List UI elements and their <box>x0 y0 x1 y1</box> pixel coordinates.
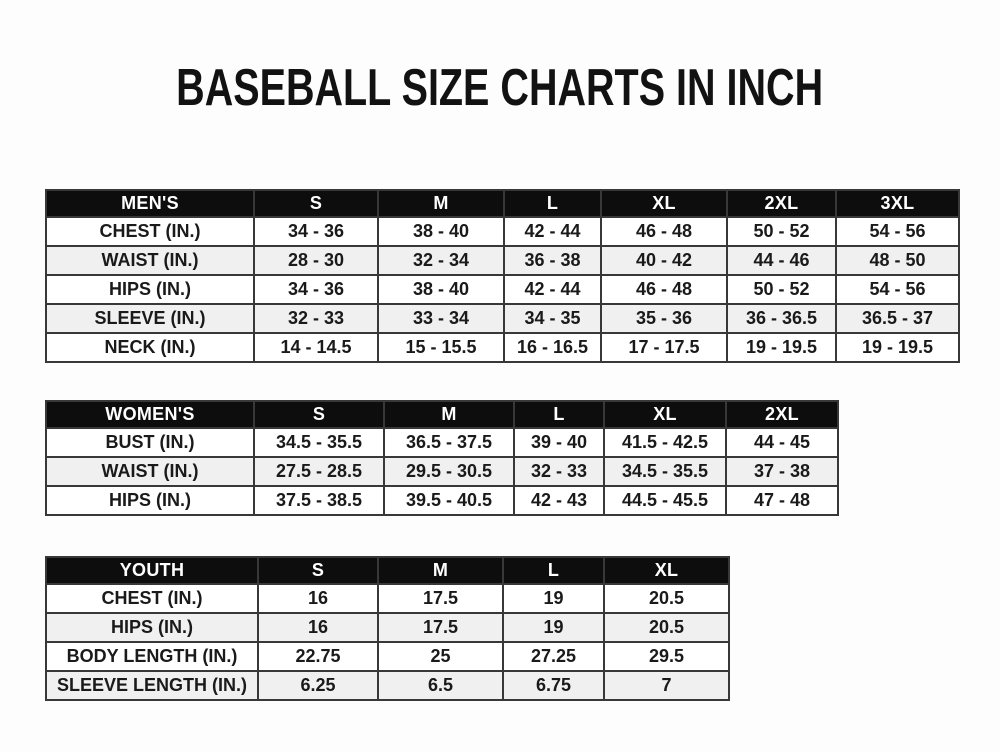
youth-header-row <box>46 557 729 584</box>
size-value: 19 - 19.5 <box>836 333 959 362</box>
column-header-m: M <box>384 401 514 428</box>
size-value: 32 - 34 <box>378 246 504 275</box>
size-value: 36 - 38 <box>504 246 601 275</box>
size-value: 27.25 <box>503 642 604 671</box>
size-value: 36.5 - 37 <box>836 304 959 333</box>
column-header-m: M <box>378 190 504 217</box>
table-row <box>46 275 959 304</box>
column-header-2xl: 2XL <box>727 190 836 217</box>
row-label: CHEST (IN.) <box>46 217 254 246</box>
table-row <box>46 457 838 486</box>
table-row <box>46 333 959 362</box>
size-value: 27.5 - 28.5 <box>254 457 384 486</box>
size-value: 29.5 - 30.5 <box>384 457 514 486</box>
size-value: 16 - 16.5 <box>504 333 601 362</box>
size-value: 39.5 - 40.5 <box>384 486 514 515</box>
table-row <box>46 486 838 515</box>
youth-size-table <box>45 556 730 701</box>
size-value: 36 - 36.5 <box>727 304 836 333</box>
womens-size-table <box>45 400 839 516</box>
column-header-l: L <box>503 557 604 584</box>
size-value: 6.25 <box>258 671 378 700</box>
row-label: SLEEVE (IN.) <box>46 304 254 333</box>
size-value: 17 - 17.5 <box>601 333 727 362</box>
row-label: BODY LENGTH (IN.) <box>46 642 258 671</box>
size-value: 7 <box>604 671 729 700</box>
men-table <box>45 189 960 363</box>
size-value: 14 - 14.5 <box>254 333 378 362</box>
size-value: 42 - 43 <box>514 486 604 515</box>
row-label: WAIST (IN.) <box>46 457 254 486</box>
size-value: 46 - 48 <box>601 217 727 246</box>
size-value: 42 - 44 <box>504 275 601 304</box>
row-label: SLEEVE LENGTH (IN.) <box>46 671 258 700</box>
size-value: 35 - 36 <box>601 304 727 333</box>
column-header-l: L <box>504 190 601 217</box>
row-label: HIPS (IN.) <box>46 275 254 304</box>
mens-size-table <box>45 189 960 363</box>
row-label: NECK (IN.) <box>46 333 254 362</box>
column-header-xl: XL <box>604 401 726 428</box>
size-value: 16 <box>258 613 378 642</box>
size-value: 38 - 40 <box>378 217 504 246</box>
size-value: 15 - 15.5 <box>378 333 504 362</box>
size-value: 37 - 38 <box>726 457 838 486</box>
size-value: 54 - 56 <box>836 275 959 304</box>
row-label: WAIST (IN.) <box>46 246 254 275</box>
size-value: 50 - 52 <box>727 275 836 304</box>
size-value: 6.5 <box>378 671 503 700</box>
women-category-header: WOMEN'S <box>46 401 254 428</box>
size-value: 36.5 - 37.5 <box>384 428 514 457</box>
column-header-3xl: 3XL <box>836 190 959 217</box>
size-value: 34 - 36 <box>254 217 378 246</box>
size-value: 16 <box>258 584 378 613</box>
size-value: 20.5 <box>604 613 729 642</box>
size-value: 29.5 <box>604 642 729 671</box>
size-value: 34.5 - 35.5 <box>604 457 726 486</box>
size-value: 38 - 40 <box>378 275 504 304</box>
women-table <box>45 400 839 516</box>
size-value: 17.5 <box>378 584 503 613</box>
table-row <box>46 671 729 700</box>
size-value: 42 - 44 <box>504 217 601 246</box>
size-value: 44 - 46 <box>727 246 836 275</box>
size-value: 48 - 50 <box>836 246 959 275</box>
size-value: 46 - 48 <box>601 275 727 304</box>
table-row <box>46 304 959 333</box>
youth-table <box>45 556 730 701</box>
size-value: 33 - 34 <box>378 304 504 333</box>
table-row <box>46 642 729 671</box>
row-label: BUST (IN.) <box>46 428 254 457</box>
men-category-header: MEN'S <box>46 190 254 217</box>
row-label: HIPS (IN.) <box>46 613 258 642</box>
men-header-row <box>46 190 959 217</box>
table-row <box>46 217 959 246</box>
size-value: 41.5 - 42.5 <box>604 428 726 457</box>
size-value: 28 - 30 <box>254 246 378 275</box>
size-value: 6.75 <box>503 671 604 700</box>
size-value: 25 <box>378 642 503 671</box>
women-header-row <box>46 401 838 428</box>
column-header-s: S <box>254 401 384 428</box>
size-value: 32 - 33 <box>254 304 378 333</box>
table-row <box>46 246 959 275</box>
size-value: 19 <box>503 584 604 613</box>
size-value: 44.5 - 45.5 <box>604 486 726 515</box>
size-value: 34.5 - 35.5 <box>254 428 384 457</box>
size-value: 22.75 <box>258 642 378 671</box>
column-header-xl: XL <box>601 190 727 217</box>
size-value: 19 - 19.5 <box>727 333 836 362</box>
row-label: HIPS (IN.) <box>46 486 254 515</box>
column-header-s: S <box>258 557 378 584</box>
youth-category-header: YOUTH <box>46 557 258 584</box>
size-value: 20.5 <box>604 584 729 613</box>
size-value: 39 - 40 <box>514 428 604 457</box>
size-value: 47 - 48 <box>726 486 838 515</box>
size-value: 54 - 56 <box>836 217 959 246</box>
size-value: 40 - 42 <box>601 246 727 275</box>
size-value: 34 - 36 <box>254 275 378 304</box>
table-row <box>46 584 729 613</box>
column-header-xl: XL <box>604 557 729 584</box>
size-value: 44 - 45 <box>726 428 838 457</box>
size-value: 50 - 52 <box>727 217 836 246</box>
table-row <box>46 428 838 457</box>
size-value: 32 - 33 <box>514 457 604 486</box>
size-value: 17.5 <box>378 613 503 642</box>
size-value: 34 - 35 <box>504 304 601 333</box>
column-header-s: S <box>254 190 378 217</box>
column-header-l: L <box>514 401 604 428</box>
page-title: BASEBALL SIZE CHARTS IN INCH <box>176 59 824 117</box>
column-header-m: M <box>378 557 503 584</box>
size-value: 37.5 - 38.5 <box>254 486 384 515</box>
table-row <box>46 613 729 642</box>
row-label: CHEST (IN.) <box>46 584 258 613</box>
page-title-wrap <box>0 59 1000 117</box>
column-header-2xl: 2XL <box>726 401 838 428</box>
size-value: 19 <box>503 613 604 642</box>
